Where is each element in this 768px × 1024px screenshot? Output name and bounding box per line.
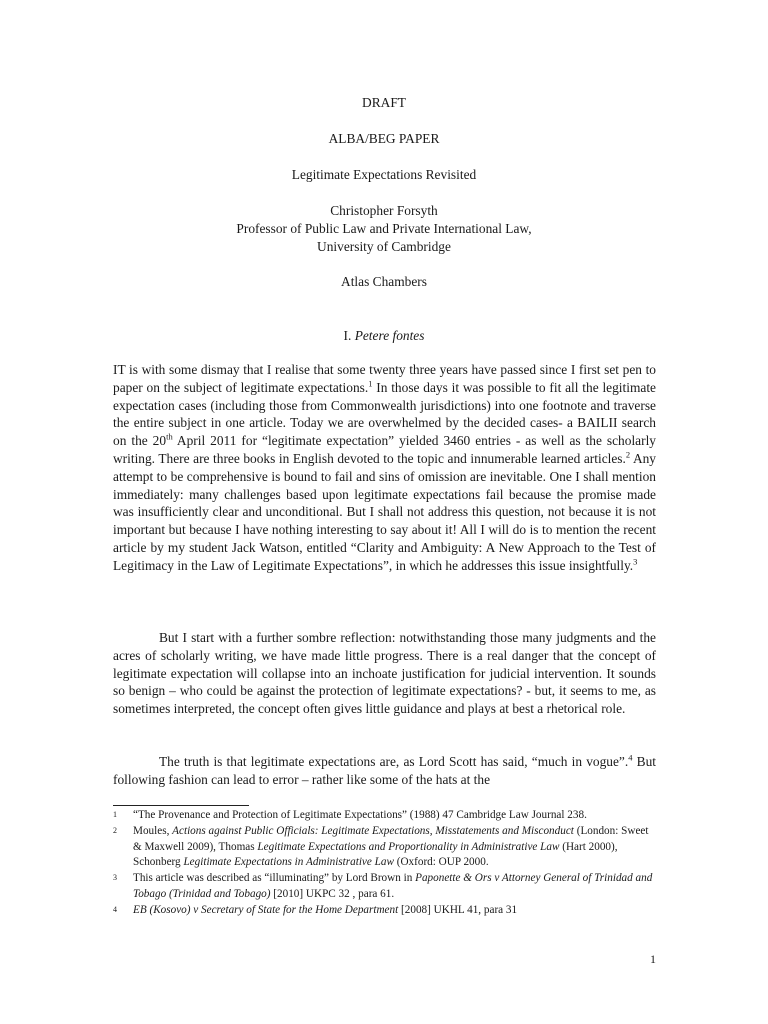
paragraph-3 [113,753,656,789]
footnote-1 [113,808,658,824]
paper-label: ALBA/BEG PAPER [328,131,440,146]
footnote-text: “The Provenance and Protection of Legitimate Expectations” (1988) 47 Cambridge Law Journal 238. [133,809,587,821]
footnote-ref-1: 1 [368,378,373,389]
footnotes [113,808,658,919]
footnote-4 [113,903,658,919]
paragraph-1 [113,361,656,575]
footnote-text: This article was described as “illuminating” by Lord Brown in Paponette & Ors v Attorney General of Trinidad and Tobago (Trinidad and Tobago) [2010] UKPC 32 , para 61. [133,872,653,900]
footnote-text: Moules, Actions against Public Officials: Legitimate Expectations, Misstatements and Misconduct (London: Sweet & Maxwell 2009), Thomas Legitimate Expectations and Proportionality in Administrative Law (Hart 2000), Schonberg Legitimate Expectations in Administrative Law (Oxford: OUP 2000. [133,824,649,869]
footnote-2 [113,824,658,871]
para1-text-c: April 2011 for “legitimate expectation” yielded 3460 entries - as well as the scholarly writing. There are three books in English devoted to the topic and innumerable learned articles. [113,433,656,466]
para1-text-d: Any attempt to be comprehensive is bound to fail and sins of omission are inevitable. One I shall mention immediately: many challenges based upon legitimate expectations fail because the promise made was insufficiently clear and unconditional. But I shall not address this question, not because it is not important but because I have nothing interesting to say about it! All I will do is to mention the recent article by my student Jack Watson, entitled “Clarity and Ambiguity: A New Approach to the Test of Legitimacy in the Law of Legitimate Expectations”, in which he addresses this issue insightfully. [113,450,657,573]
para1-text-a: IT is with some dismay that I realise that some twenty three years have passed since I first set pen to paper on the subject of legitimate expectations. [113,362,656,395]
para1-text-b: In those days it was possible to fit all the legitimate expectation cases (including those from Commonwealth jurisdictions) into one footnote and traverse the entire subject in one article. Today we are overwhelmed by the decided cases- a BAILII search on the 20 [113,379,656,449]
footnote-3 [113,871,658,903]
footnote-ref-4: 4 [628,752,633,763]
footnote-number: 4 [113,904,117,914]
author-university: University of Cambridge [317,239,451,254]
footnote-ref-2: 2 [625,449,631,460]
section-title: Petere fontes [354,328,425,343]
paragraph-2 [113,629,656,718]
footnote-text: EB (Kosovo) v Secretary of State for the Home Department [2008] UKHL 41, para 31 [133,903,518,916]
page-number: 1 [650,952,656,966]
author-name: Christopher Forsyth [330,203,438,218]
para3-text-a: The truth is that legitimate expectations are, as Lord Scott has said, “much in vogue”. [159,754,629,769]
draft-label: DRAFT [362,95,406,110]
author-position: Professor of Public Law and Private International Law, [236,221,532,236]
section-number: I. [343,328,352,343]
chambers-name: Atlas Chambers [341,274,427,289]
ordinal-suffix: th [166,431,173,442]
footnote-ref-3: 3 [633,556,638,567]
footnote-divider [113,805,249,806]
para3-text-b: But following fashion can lead to error – rather like some of the hats at the [113,754,656,787]
footnote-number: 3 [113,873,117,883]
document-title: Legitimate Expectations Revisited [291,167,477,182]
para2-text: But I start with a further sombre reflection: notwithstanding those many judgments and the acres of scholarly writing, we have made little progress. There is a real danger that the concept of legitimate expectation will collapse into an inchoate justification for judicial intervention. It sounds so benign – who could be against the protection of legitimate expectations? - but, it seems to me, as sometimes interpreted, the concept often gives little guidance and plays at best a rhetorical role. [113,630,656,717]
footnote-number: 1 [113,810,117,819]
section-heading [0,327,768,345]
footnote-number: 2 [113,825,117,835]
